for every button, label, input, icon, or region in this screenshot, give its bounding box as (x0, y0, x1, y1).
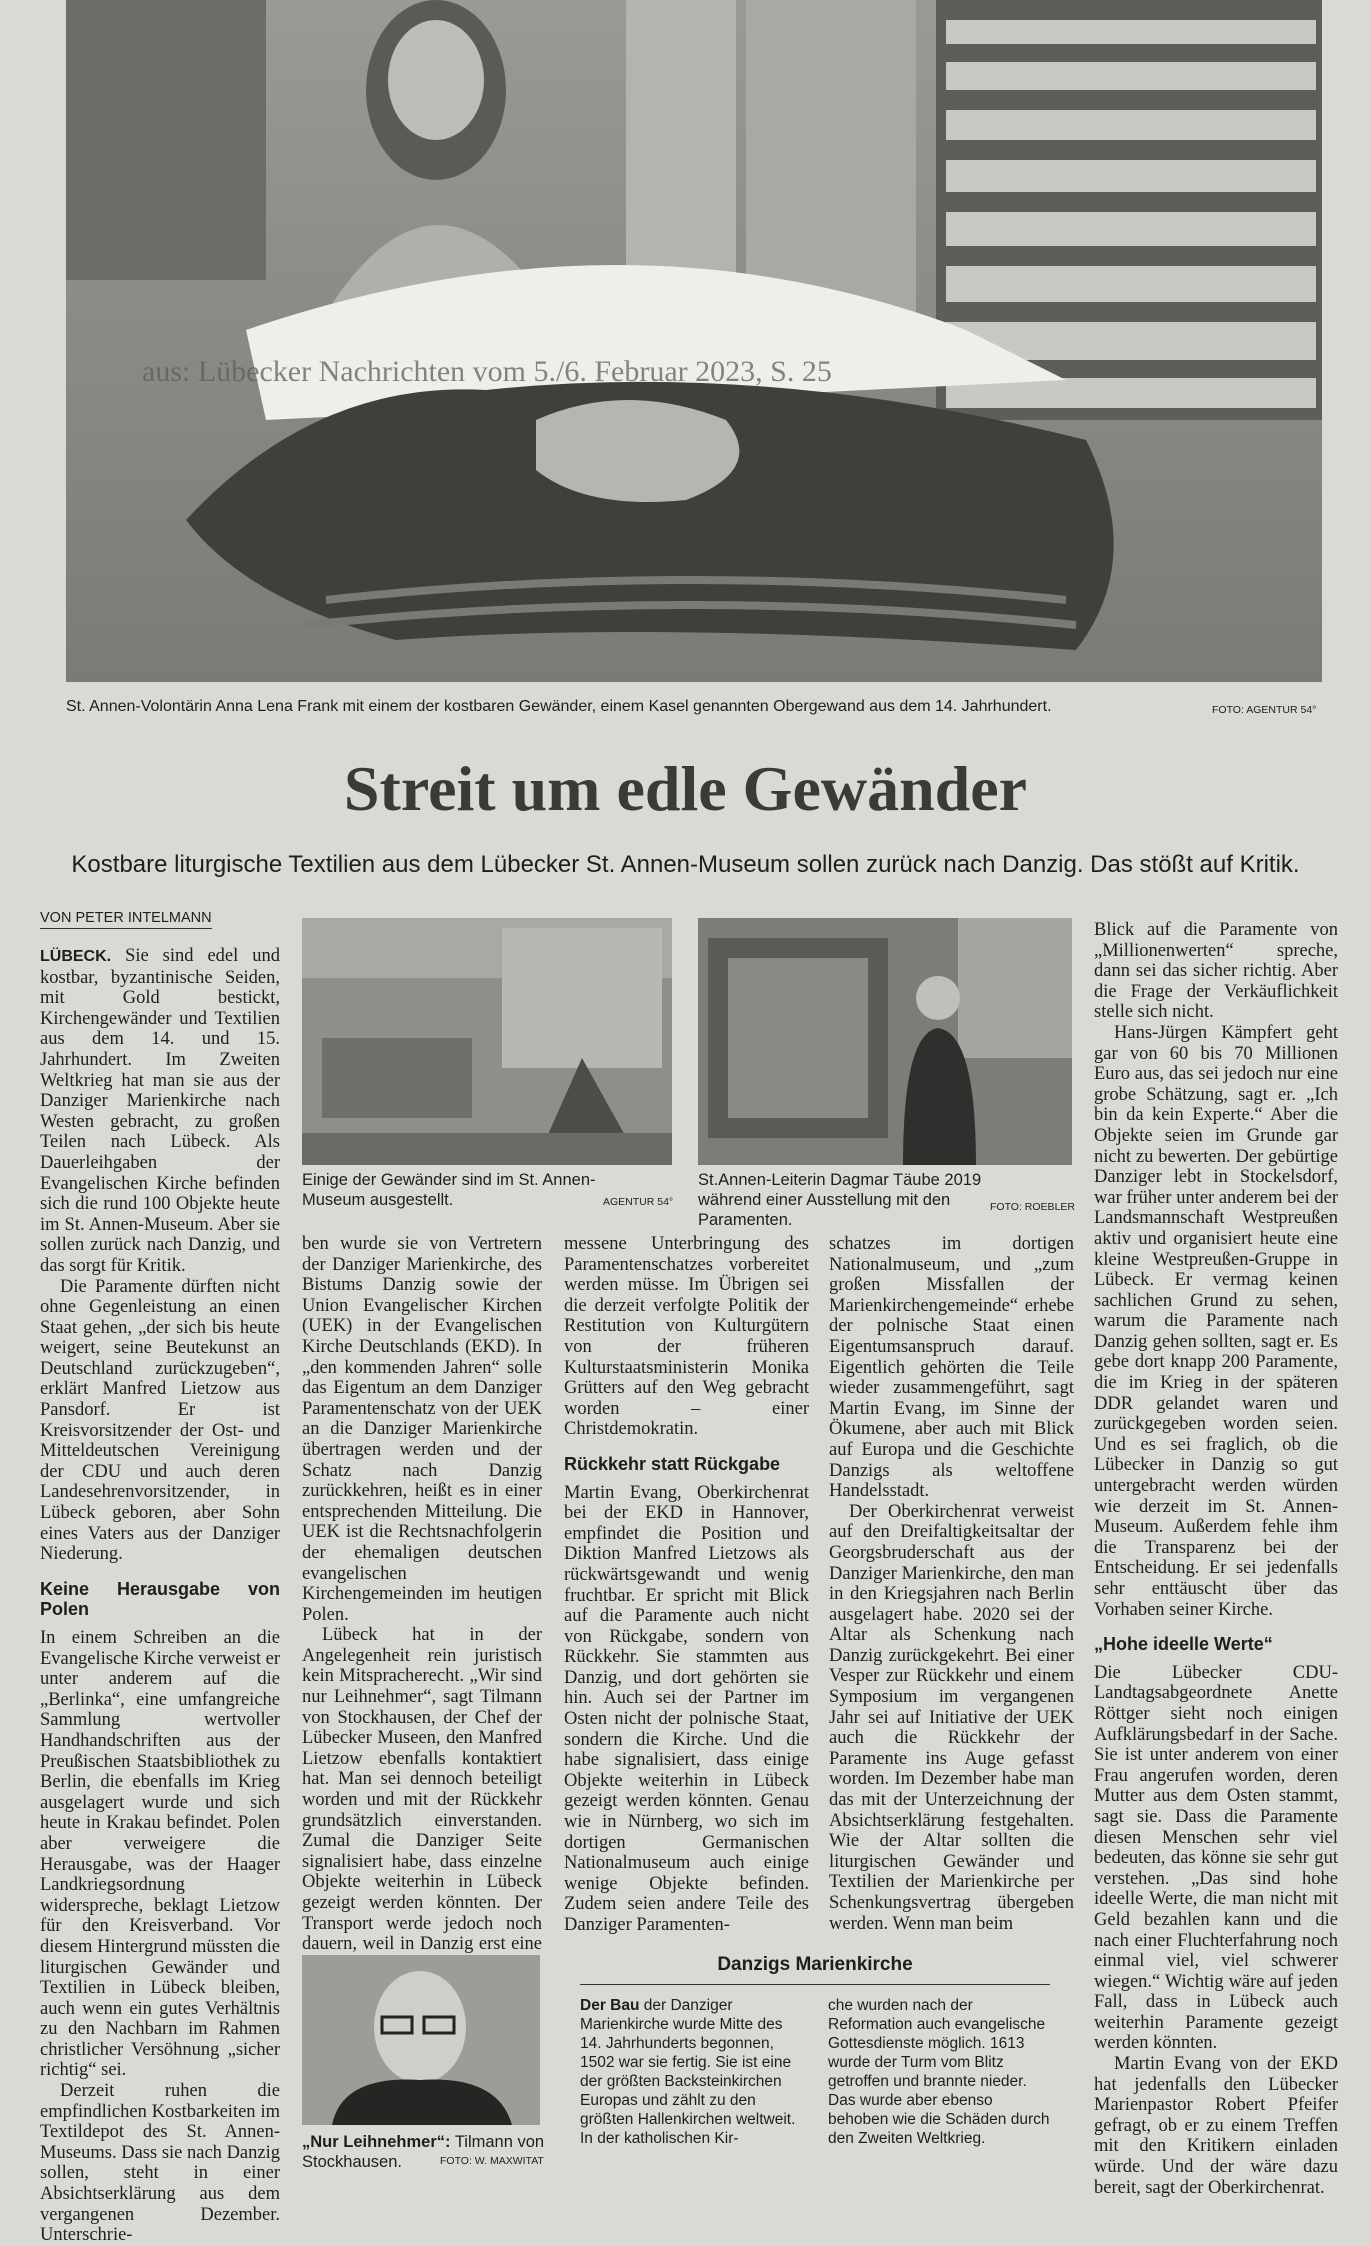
paragraph-text: Sie sind edel und kostbar, byzantinische Seiden, mit Gold bestickt, Kirchengewänder und Textilien aus dem 14. und 15. Jahrhundert. Im Zweiten Weltkrieg hat man sie aus der Danziger Marienkirche nach Westen gebracht, zu großen Teilen nach Lübeck. Als Dauerleihgaben der Evangelischen Kirche befinden sich die rund 100 Objekte heute im St. Annen-Museum. Aber sie sollen zurück nach Danzig, und das sorgt für Kritik. (40, 946, 280, 1276)
paragraph: Die Paramente dürften nicht ohne Gegenleistung an einen Staat gehen, „der sich bis heute weigert, seine Beutekunst an Deutschland zurückzugeben“, erklärt Manfred Lietzow aus Pansdorf. Er ist Kreisvorsitzender der Ost- und Mitteldeutschen Vereinigung der CDU und auch deren Landesehrenvorsitzender, in Lübeck geboren, aber Sohn eines Vaters aus der Danziger Niederung. (40, 1276, 280, 1565)
photo4-caption-text: Tilmann von Stockhausen. (302, 2133, 545, 2171)
paragraph (40, 946, 280, 1277)
dateline: LÜBECK. (40, 948, 112, 965)
subheadline: Kostbare liturgische Textilien aus dem Lübecker St. Annen-Museum sollen zurück nach Danzig. Das stößt auf Kritik. (71, 851, 1300, 878)
headline: Streit um edle Gewänder (343, 753, 1028, 824)
paragraph: schatzes im dortigen Nationalmuseum, und „zum großen Missfallen der Marienkirchengemeinde“ erhebe der polnische Staat einen Eigentumsanspruch darauf. Eigentlich gehörten die Teile wieder zusammengeführt, sagt Martin Evang, im Sinne der Ökumene, aber auch mit Blick auf Europa und die Geschichte Danzigs als weltoffene Handelsstadt. (829, 1234, 1074, 1502)
photo3-credit: FOTO: ROEBLER (990, 1201, 1075, 1213)
portrait-image (302, 1955, 540, 2125)
hero-caption: St. Annen-Volontärin Anna Lena Frank mit einem der kostbaren Gewänder, einem Kasel genannten Obergewand aus dem 14. Jahrhundert. (66, 698, 1052, 715)
paragraph: In einem Schreiben an die Evangelische Kirche verweist er unter anderem auf die „Berlinka“, eine umfangreiche Sammlung wertvoller Handhandschriften aus der Preußischen Staatsbibliothek zu Berlin, die ebenfalls im Krieg ausgelagert wurde und sich heute in Krakau befindet. Polen aber verweigere die Herausgabe, was der Haager Landkriegsordnung widerspreche, beklagt Lietzow für den Kreisverband. Vor diesem Hintergrund müssten die liturgischen Gewänder und Textilien in Lübeck bleiben, auch wenn ein gutes Verhältnis zu den Nachbarn im Rahmen christlicher Versöhnung „sicher richtig“ sei. (40, 1628, 280, 2081)
info-box-lead: Der Bau (580, 1997, 640, 2014)
photo4-credit: FOTO: W. MAXWITAT (440, 2155, 544, 2167)
info-box-left (580, 1996, 805, 2148)
leader-photo (698, 918, 1072, 1165)
paragraph: messene Unterbringung des Paramentenschatzes vorbereitet werden müsse. Im Übrigen sei die derzeit verfolgte Politik der Restitution von Kulturgütern von der früheren Kulturstaatsministerin Monika Grütters auf den Weg gebracht worden – einer Christdemokratin. (564, 1234, 809, 1440)
hero-photo-image (66, 0, 1322, 682)
column-5 (1094, 920, 1338, 2198)
leader-image (698, 918, 1072, 1165)
info-box-title: Danzigs Marienkirche (580, 1954, 1050, 1985)
paragraph: Derzeit ruhen die empfindlichen Kostbarkeiten im Textildepot des St. Annen-Museums. Dass sie nach Danzig sollen, steht in einer Absichtserklärung aus dem vergangenen Dezember. Unterschrie- (40, 2081, 280, 2246)
watermark: aus: Lübecker Nachrichten vom 5./6. Februar 2023, S. 25 (142, 355, 832, 388)
hero-credit: FOTO: AGENTUR 54° (1212, 704, 1317, 716)
paragraph: Der Oberkirchenrat verweist auf den Dreifaltigkeitsaltar der Georgsbruderschaft aus der Danziger Marienkirche, den man in den Kriegsjahren nach Berlin ausgelagert habe. 2020 sei der Altar als Schenkung nach Danzig zurückgekehrt. Bei einer Vesper zur Rückkehr und einem Symposium im vergangenen Jahr sei auf Initiative der UEK auch die Rückkehr der Paramente ins Auge gefasst worden. Im Dezember habe man das mit der Unterzeichnung der Absichtserklärung festgehalten. Wie der Altar sollten die liturgischen Gewänder und Textilien der Marienkirche per Schenkungsvertrag übergeben werden. Wenn man beim (829, 1501, 1074, 1934)
paragraph: Martin Evang von der EKD hat jedenfalls den Lübecker Marienpastor Robert Pfeifer gefragt, ob er zu einem Treffen mit den Kritikern einladen würde. Und der wäre dazu bereit, sagt der Oberkirchenrat. (1094, 2054, 1338, 2198)
museum-display-photo (302, 918, 672, 1165)
paragraph: Lübeck hat in der Angelegenheit rein juristisch kein Mitspracherecht. „Wir sind nur Leihnehmer“, sagt Tilmann von Stockhausen, der Chef der Lübecker Museen, den Manfred Lietzow ebenfalls kontaktiert hat. Man sei dennoch beteiligt worden und mit der Rückkehr grundsätzlich einverstanden. Zumal die Danziger Seite signalisiert habe, dass einzelne Objekte weiterhin in Lübeck gezeigt werden könnten. Der Transport werde jedoch noch dauern, weil in Danzig erst eine (302, 1625, 542, 1955)
info-box-left-text: der Danziger Marienkirche wurde Mitte des 14. Jahrhunderts begonnen, 1502 war sie fertig. Sie ist eine der größten Backsteinkirchen Europas und zählt zu den größten Hallenkirchen weltweit. In der katholischen Kir- (580, 1997, 796, 2147)
photo2-credit: AGENTUR 54° (603, 1196, 674, 1208)
byline: VON PETER INTELMANN (40, 910, 212, 929)
info-box (580, 1954, 1050, 2147)
subheading: „Hohe ideelle Werte“ (1094, 1634, 1273, 1655)
paragraph: Die Lübecker CDU-Landtagsabgeordnete Anette Röttger sieht noch einigen Aufklärungsbedarf in der Sache. Sie ist unter anderem von einer Frau angerufen worden, deren Mutter aus dem Osten stammt, sagt sie. Dass die Paramente diesen Menschen sehr viel bedeuten, das könne sie sehr gut verstehen. „Das sind hohe ideelle Werte, die man nicht mit Geld bezahlen kann und die nach einer Fluchterfahrung noch einmal viel, viel schwerer wiegen.“ Wichtig wäre auf jeden Fall, dass in Lübeck auch weiterhin Paramente gezeigt werden könnten. (1094, 1662, 1338, 2054)
paragraph: ben wurde sie von Vertretern der Danziger Marienkirche, des Bistums Danzig sowie der Union Evangelischer Kirchen (UEK) in der Evangelischen Kirche Deutschlands (EKD). In „den kommenden Jahren“ solle das Eigentum an dem Danziger Paramentenschatz von der UEK an die Danziger Marienkirche übertragen werden und der Schatz nach Danzig zurückkehren, heißt es in einer entsprechenden Mitteilung. Die UEK ist die Rechtsnachfolgerin der ehemaligen deutschen evangelischen Kirchengemeinden im heutigen Polen. (302, 1234, 542, 1625)
museum-display-image (302, 918, 672, 1165)
paragraph: Martin Evang, Oberkirchenrat bei der EKD in Hannover, empfindet die Position und Diktion Manfred Lietzows als rückwärtsgewandt und wenig fruchtbar. Er spricht mit Blick auf die Paramente auch nicht von Rückgabe, sondern von Rückkehr. Sie stammten aus Danzig, und dort gehörten sie hin. Auch sei der Partner im Osten nicht der polnische Staat, sondern die Kirche. Und die habe signalisiert, dass einige Objekte weiterhin in Lübeck gezeigt werden könnten. Genau wie in Nürnberg, wo sich im dortigen Germanischen Nationalmuseum auch einige wenige Objekte befinden. Zudem seien andere Teile des Danziger Paramenten- (564, 1482, 809, 1935)
hero-photo (66, 0, 1322, 682)
column-4 (829, 1234, 1074, 1934)
column-2 (302, 1234, 542, 1975)
photo3-caption: St.Annen-Leiterin Dagmar Täube 2019 während einer Ausstellung mit den Paramenten. (698, 1171, 982, 1229)
subheading: Rückkehr statt Rückgabe (564, 1453, 781, 1474)
photo4-caption-lead: „Nur Leihnehmer“: (302, 2133, 451, 2151)
photo2-caption: Einige der Gewänder sind im St. Annen-Museum ausgestellt. (302, 1171, 596, 1209)
info-box-right: che wurden nach der Reformation auch evangelische Gottesdienste möglich. 1613 wurde der Turm vom Blitz getroffen und brannte nieder. Das wurde aber ebenso behoben wie die Schäden durch den Zweiten Weltkrieg. (828, 1997, 1050, 2147)
paragraph: Blick auf die Paramente von „Millionenwerten“ spreche, dann sei das sicher richtig. Aber die Frage der Verkäuflichkeit stelle sich nicht. (1094, 920, 1338, 1023)
column-3 (564, 1234, 809, 1936)
subheading: Keine Herausgabe von Polen (40, 1578, 280, 1620)
portrait-photo (302, 1955, 540, 2125)
column-1 (40, 946, 280, 2246)
paragraph: Hans-Jürgen Kämpfert geht gar von 60 bis 70 Millionen Euro aus, das sei jedoch nur eine grobe Schätzung, sagt er. „Ich bin da kein Experte.“ Aber die Objekte seien im Grunde gar nicht zu bewerten. Der gebürtige Danziger lebt in Stockelsdorf, war früher unter anderem bei der Landsmannschaft Westpreußen aktiv und organisiert heute eine kleine Westpreußen-Gruppe in Lübeck. Er vermag keinen sachlichen Grund zu sehen, warum die Paramente nach Danzig gehen sollten, sagt er. Es gebe dort knapp 200 Paramente, die im Krieg in der späteren DDR gelandet waren und zurückgegeben worden seien. Und es sei fraglich, ob die Lübecker in Danzig so gut untergebracht werden würden wie derzeit im St. Annen-Museum. Außerdem fehle ihm die Transparenz bei der Entscheidung. Er sei jedenfalls sehr enttäuscht über das Vorhaben seiner Kirche. (1094, 1022, 1338, 1620)
